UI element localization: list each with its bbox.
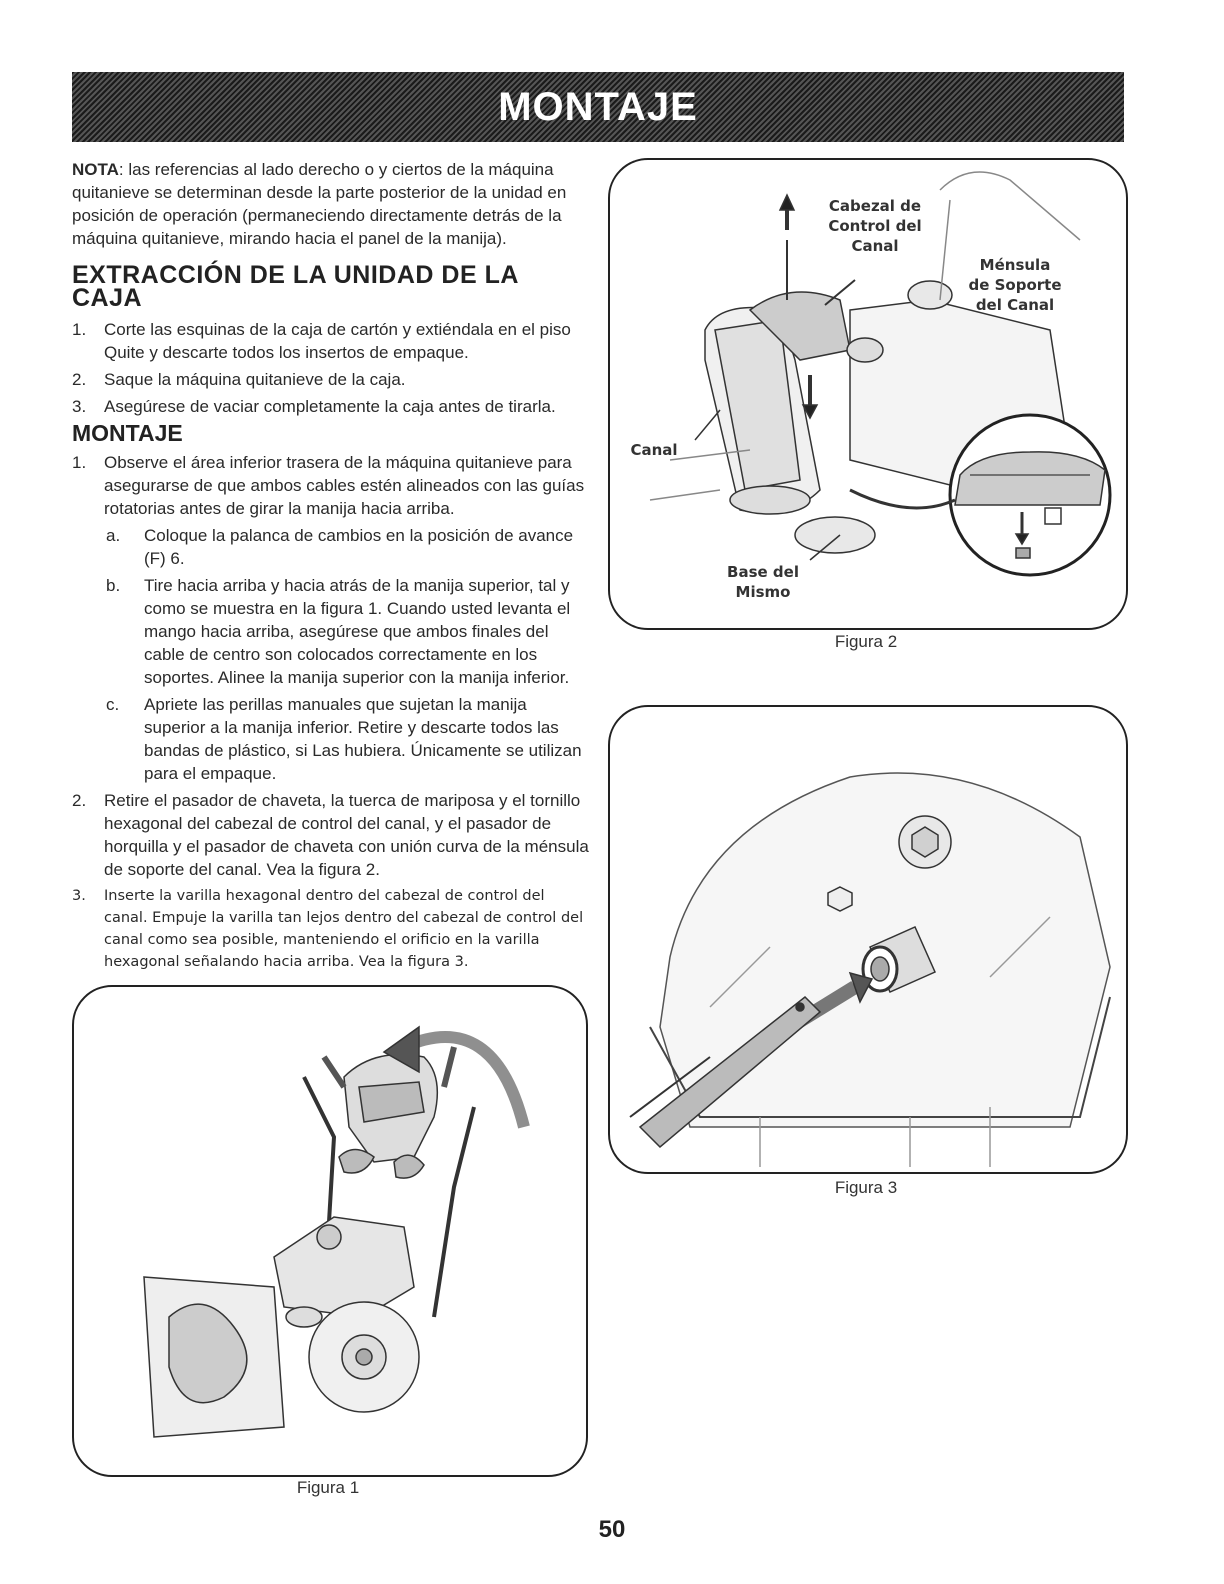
snowblower-handle-illustration: [74, 987, 586, 1475]
list-subitem: [72, 524, 592, 570]
figure-3-caption: Figura 3: [834, 1178, 898, 1197]
header-banner: [72, 72, 1124, 142]
section-title-unpacking: EXTRACCIÓN DE LA UNIDAD DE LA CAJA: [72, 261, 518, 312]
list-subitem: [72, 574, 592, 689]
note-label: NOTA: [72, 160, 119, 179]
substep-letter: b.: [106, 576, 121, 595]
substep-text: Tire hacia arriba y hacia atrás de la manija superior, tal y como se muestra en la figura 1. Cuando usted levanta el mango hacia arriba, asegúrese que ambos finales del cable de centro son colocados correctamente en los soportes. Alinee la manija superior con la manija inferior.: [144, 576, 571, 687]
label-bracket-line: del Canal: [975, 296, 1055, 314]
step-text: Corte las esquinas de la caja de cartón y extiéndala en el piso Quite y descarte todos los insertos de empaque.: [104, 320, 571, 362]
hex-rod-insertion-illustration: [610, 707, 1126, 1172]
page-title: MONTAJE: [498, 84, 698, 129]
step-number: 2.: [72, 370, 87, 389]
page-number: 50: [598, 1516, 626, 1543]
list-item: [72, 318, 592, 364]
list-item: [72, 395, 592, 418]
substep-letter: c.: [106, 695, 120, 714]
section-title-assembly: MONTAJE: [72, 420, 183, 446]
label-bracket-line: Ménsula: [979, 256, 1051, 274]
figure-1-frame: [72, 985, 588, 1477]
label-base: [718, 562, 808, 602]
label-chute-head: [820, 196, 930, 256]
step-text: Retire el pasador de chaveta, la tuerca de mariposa y el tornillo hexagonal del cabezal de control del canal, y el pasador de horquilla y el pasador de chaveta con unión curva de la ménsula de soporte del canal. Vea la figura 2.: [104, 791, 589, 879]
step-text: Observe el área inferior trasera de la máquina quitanieve para asegurarse de que ambos cables estén alineados con las guías rotatorias antes de girar la manija hacia arriba.: [104, 453, 585, 518]
note-paragraph: [72, 158, 592, 250]
label-base-line: Mismo: [735, 583, 791, 601]
figure-1-caption: Figura 1: [296, 1478, 360, 1497]
instructions-column: [72, 158, 592, 977]
figure-2-caption: Figura 2: [834, 632, 898, 651]
note-text: : las referencias al lado derecho o y ciertos de la máquina quitanieve se determinan desde la parte posterior de la unidad en posición de operación (permaneciendo directamente detrás de la máquina quitanieve, mirando hacia el panel de la manija).: [72, 160, 567, 248]
step-number: 1.: [72, 320, 87, 339]
figure-3-frame: [608, 705, 1128, 1174]
substep-text: Apriete las perillas manuales que sujetan la manija superior a la manija inferior. Retire y descarte todos las bandas de plástico, si Las hubiera. Únicamente se utilizan para el empaque.: [144, 695, 582, 783]
step-number: 3.: [72, 888, 86, 904]
label-chute-head-line: Canal: [851, 237, 899, 255]
figure-2-frame: [608, 158, 1128, 630]
step-number: 3.: [72, 397, 87, 416]
label-base-line: Base del: [727, 563, 799, 581]
substep-letter: a.: [106, 526, 121, 545]
label-bracket-line: de Soporte: [968, 276, 1062, 294]
label-chute-head-line: Cabezal de: [828, 197, 922, 215]
step-number: 1.: [72, 453, 87, 472]
label-chute: Canal: [630, 441, 678, 459]
label-chute-head-line: Control del: [828, 217, 922, 235]
list-item: [72, 368, 592, 391]
list-item: [72, 885, 592, 973]
step-number: 2.: [72, 791, 87, 810]
step-text: Asegúrese de vaciar completamente la caja antes de tirarla.: [104, 397, 556, 416]
list-item: [72, 451, 592, 520]
step-text: Inserte la varilla hexagonal dentro del cabezal de control del canal. Empuje la varilla tan lejos dentro del cabezal de control del canal como sea posible, manteniendo el orificio en la varilla hexagonal señalando hacia arriba. Vea la figura 3.: [104, 888, 584, 970]
list-item: [72, 789, 592, 881]
list-subitem: [72, 693, 592, 785]
step-text: Saque la máquina quitanieve de la caja.: [104, 370, 406, 389]
label-chute-bracket: [960, 255, 1070, 315]
substep-text: Coloque la palanca de cambios en la posición de avance (F) 6.: [144, 526, 574, 568]
